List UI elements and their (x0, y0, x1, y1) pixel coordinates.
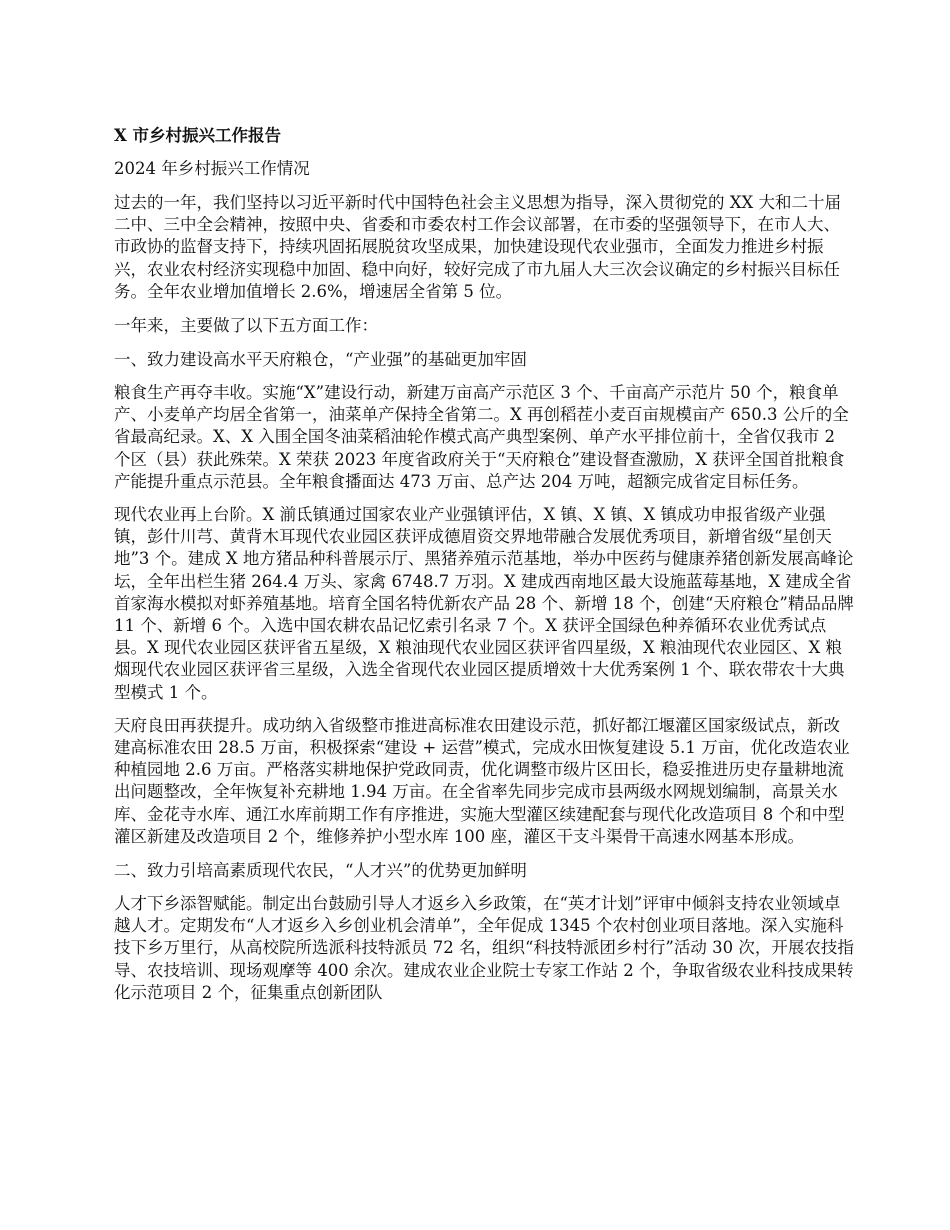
document-subtitle: 2024 年乡村振兴工作情况 (114, 159, 310, 178)
document-title: X 市乡村振兴工作报告 (114, 126, 282, 145)
section-2-heading: 二、致力引培高素质现代农民，“人才兴”的优势更加鲜明 (114, 861, 527, 881)
section-1-heading: 一、致力建设高水平天府粮仓，“产业强”的基础更加牢固 (114, 350, 527, 370)
section-1-paragraph-grain: 粮食生产再夺丰收。实施“X”建设行动，新建万亩高产示范区 3 个、千亩高产示范片 50 个，粮食单产、小麦单产均居全省第一，油菜单产保持全省第二。X 再创稻茬小麦百亩规模亩产 650.3 公斤的全省最高纪录。X、X 入围全国冬油菜稻油轮作模式高产典型案例、单产水平排位前十，全省仅我市 2 个区（县）获此殊荣。X 荣获 2023 年度省政府关于“天府粮仓”建设督查激励，X 获评全国首批粮食产能提升重点示范县。全年粮食播面达 473 万亩、总产达 204 万吨，超额完成省定目标任务。 (114, 383, 849, 491)
section-2-paragraph-talent: 人才下乡添智赋能。制定出台鼓励引导人才返乡入乡政策，在“英才计划”评审中倾斜支持农业领域卓越人才。定期发布“人才返乡入乡创业机会清单”，全年促成 1345 个农村创业项目落地。深入实施科技下乡万里行，从高校院所选派科技特派员 72 名，组织“科技特派团乡村行”活动 30 次，开展农技指导、农技培训、现场观摩等 400 余次。建成农业企业院士专家工作站 2 个，争取省级农业科技成果转化示范项目 2 个，征集重点创新团队 (114, 894, 854, 1002)
document-page (114, 124, 854, 1015)
summary-line: 一年来，主要做了以下五方面工作： (114, 316, 378, 336)
intro-paragraph: 过去的一年，我们坚持以习近平新时代中国特色社会主义思想为指导，深入贯彻党的 XX 大和二十届二中、三中全会精神，按照中央、省委和市委农村工作会议部署，在市委的坚强领导下，在市人大、市政协的监督支持下，持续巩固拓展脱贫攻坚成果，加快建设现代农业强市，全面发力推进乡村振兴，农业农村经济实现稳中加固、稳中向好，较好完成了市九届人大三次会议确定的乡村振兴目标任务。全年农业增加值增长 2.6%，增速居全省第 5 位。 (114, 193, 841, 301)
section-1-paragraph-farmland: 天府良田再获提升。成功纳入省级整市推进高标准农田建设示范，抓好都江堰灌区国家级试点，新改建高标准农田 28.5 万亩，积极探索“建设 + 运营”模式，完成水田恢复建设 5.1 万亩，优化改造农业种植园地 2.6 万亩。严格落实耕地保护党政同责，优化调整市级片区田长，稳妥推进历史存量耕地流出问题整改，全年恢复补充耕地 1.94 万亩。在全省率先同步完成市县两级水网规划编制，高景关水库、金花寺水库、通江水库前期工作有序推进，实施大型灌区续建配套与现代化改造项目 8 个和中型灌区新建及改造项目 2 个，维修养护小型水库 100 座，灌区干支斗渠骨干高速水网基本形成。 (114, 715, 850, 846)
section-1-paragraph-modern-agriculture: 现代农业再上台阶。X 湔氐镇通过国家农业产业强镇评估，X 镇、X 镇、X 镇成功申报省级产业强镇，彭什川芎、黄背木耳现代农业园区获评成德眉资交界地带融合发展优秀项目，新增省级“星创天地”3 个。建成 X 地方猪品种科普展示厅、黑猪养殖示范基地，举办中医药与健康养猪创新发展高峰论坛，全年出栏生猪 264.4 万头、家禽 6748.7 万羽。X 建成西南地区最大设施蓝莓基地，X 建成全省首家海水模拟对虾养殖基地。培育全国名特优新农产品 28 个、新增 18 个，创建“天府粮仓”精品品牌 11 个、新增 6 个。入选中国农耕农品记忆索引名录 7 个。X 获评全国绿色种养循环农业优秀试点县。X 现代农业园区获评省五星级，X 粮油现代农业园区获评省四星级，X 粮油现代农业园区、X 粮烟现代农业园区获评省三星级，入选全省现代农业园区提质增效十大优秀案例 1 个、联农带农十大典型模式 1 个。 (114, 505, 854, 702)
